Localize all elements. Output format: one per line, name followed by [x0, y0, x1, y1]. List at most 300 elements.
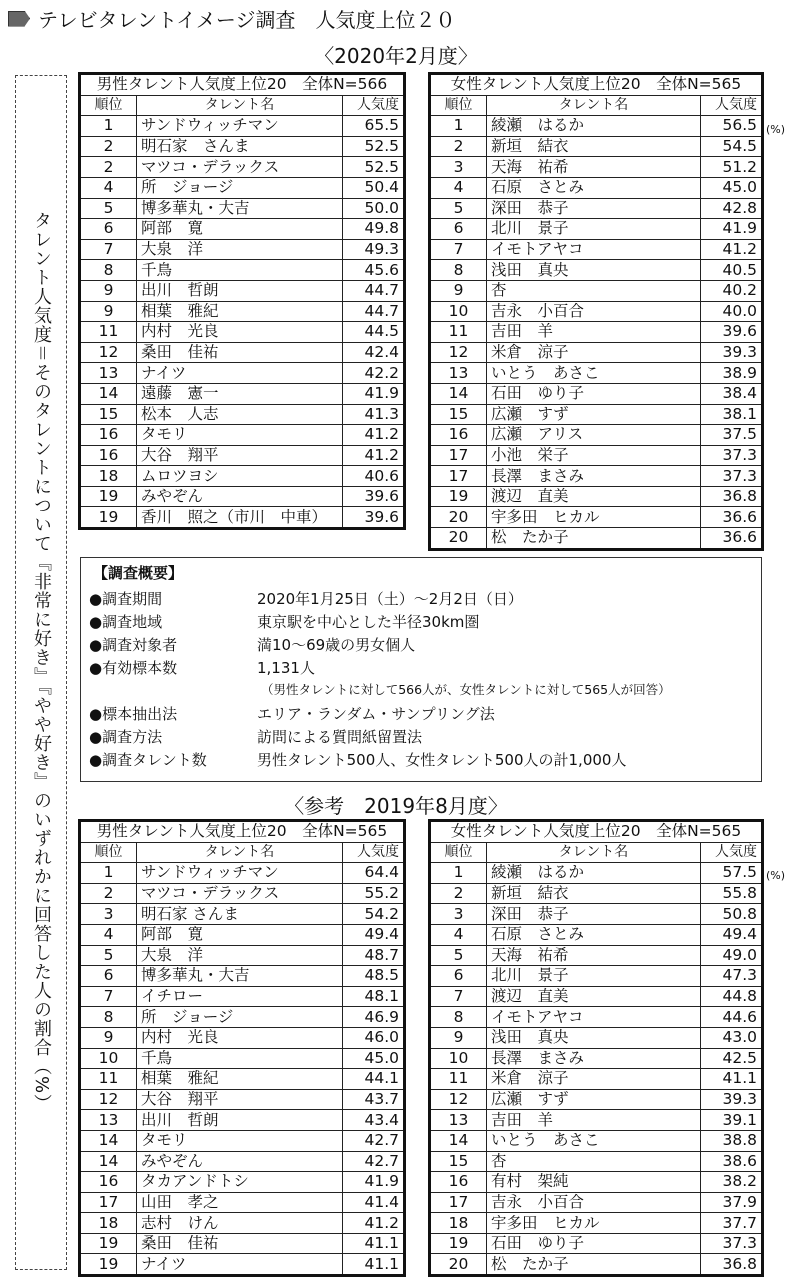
value-cell: 37.7 [700, 1213, 762, 1234]
name-cell: 石原 さとみ [487, 177, 701, 198]
rank-cell: 5 [80, 198, 137, 219]
name-cell: 米倉 涼子 [487, 1069, 701, 1090]
name-cell: 阿部 寛 [137, 924, 343, 945]
table-row [430, 322, 763, 343]
table-row [430, 445, 763, 466]
name-cell: 出川 哲朗 [137, 1110, 343, 1131]
summary-value: 1,131人 [257, 659, 315, 677]
value-cell: 37.3 [700, 466, 762, 487]
rank-cell: 2 [80, 157, 137, 178]
table-row [80, 1130, 405, 1151]
percent-unit-label: (%) [766, 869, 786, 882]
value-cell: 41.2 [342, 445, 404, 466]
table-row [80, 322, 405, 343]
table-row [430, 301, 763, 322]
rank-cell: 16 [430, 425, 487, 446]
table-row [80, 219, 405, 240]
summary-value: 東京駅を中心とした半径30km圏 [257, 613, 480, 631]
value-cell: 39.1 [700, 1110, 762, 1131]
summary-label: 【調査概要】 [93, 564, 184, 582]
name-cell: 長澤 まさみ [487, 1048, 701, 1069]
rank-cell: 9 [430, 280, 487, 301]
name-cell: 大泉 洋 [137, 945, 343, 966]
table-row [80, 280, 405, 301]
name-cell: 所 ジョージ [137, 177, 343, 198]
table-row [80, 260, 405, 281]
table-row [80, 198, 405, 219]
table-row [430, 1151, 763, 1172]
rank-cell: 20 [430, 507, 487, 528]
rank-cell: 5 [430, 945, 487, 966]
name-cell: 米倉 涼子 [487, 342, 701, 363]
value-cell: 41.9 [700, 219, 762, 240]
rank-cell: 14 [80, 1151, 137, 1172]
value-cell: 42.7 [342, 1130, 404, 1151]
name-cell: 長澤 まさみ [487, 466, 701, 487]
header-rank: 順位 [430, 842, 487, 863]
name-cell: タカアンドトシ [137, 1172, 343, 1193]
value-cell: 48.7 [342, 945, 404, 966]
summary-item [89, 634, 415, 655]
value-cell: 41.1 [342, 1254, 404, 1276]
name-cell: サンドウィッチマン [137, 863, 343, 884]
value-cell: 50.0 [342, 198, 404, 219]
survey-summary-box [80, 557, 762, 782]
value-cell: 40.0 [700, 301, 762, 322]
table-row [430, 383, 763, 404]
rank-cell: 10 [80, 1048, 137, 1069]
table-row [430, 1048, 763, 1069]
header-name: タレント名 [137, 95, 343, 116]
table-row [430, 986, 763, 1007]
rank-cell: 19 [80, 1233, 137, 1254]
rank-cell: 14 [80, 383, 137, 404]
rank-cell: 11 [80, 322, 137, 343]
name-cell: 広瀬 アリス [487, 425, 701, 446]
name-cell: 内村 光良 [137, 322, 343, 343]
value-cell: 37.9 [700, 1192, 762, 1213]
table-row [430, 1130, 763, 1151]
value-cell: 50.8 [700, 904, 762, 925]
table-row [80, 1110, 405, 1131]
value-cell: 41.2 [342, 1213, 404, 1234]
table-row [430, 219, 763, 240]
name-cell: イモトアヤコ [487, 1007, 701, 1028]
table-row [430, 342, 763, 363]
name-cell: 有村 架純 [487, 1172, 701, 1193]
table-row [80, 177, 405, 198]
table-row [430, 425, 763, 446]
name-cell: 綾瀬 はるか [487, 116, 701, 137]
rank-cell: 19 [430, 1233, 487, 1254]
rank-cell: 6 [430, 219, 487, 240]
rank-cell: 1 [80, 863, 137, 884]
rank-cell: 13 [80, 363, 137, 384]
name-cell: 天海 祐希 [487, 157, 701, 178]
name-cell: みやぞん [137, 486, 343, 507]
table-row [430, 1007, 763, 1028]
table-row [430, 1069, 763, 1090]
table-row [430, 116, 763, 137]
rank-cell: 12 [430, 342, 487, 363]
name-cell: 千鳥 [137, 260, 343, 281]
table-row [430, 904, 763, 925]
summary-value: 2020年1月25日（土）～2月2日（日） [257, 590, 523, 608]
name-cell: いとう あさこ [487, 363, 701, 384]
table-row [80, 1027, 405, 1048]
name-cell: ムロツヨシ [137, 466, 343, 487]
value-cell: 38.1 [700, 404, 762, 425]
name-cell: 浅田 真央 [487, 1027, 701, 1048]
rank-cell: 13 [430, 1110, 487, 1131]
value-cell: 43.4 [342, 1110, 404, 1131]
table-row [430, 1089, 763, 1110]
name-cell: 浅田 真央 [487, 260, 701, 281]
rank-cell: 15 [430, 404, 487, 425]
header-name: タレント名 [487, 95, 701, 116]
value-cell: 64.4 [342, 863, 404, 884]
value-cell: 36.6 [700, 507, 762, 528]
name-cell: 石田 ゆり子 [487, 383, 701, 404]
name-cell: 吉永 小百合 [487, 301, 701, 322]
value-cell: 37.3 [700, 1233, 762, 1254]
male-2020-table [78, 72, 406, 530]
table-row [80, 342, 405, 363]
value-cell: 37.5 [700, 425, 762, 446]
value-cell: 41.1 [342, 1233, 404, 1254]
value-cell: 50.4 [342, 177, 404, 198]
table-row [430, 1233, 763, 1254]
value-cell: 38.9 [700, 363, 762, 384]
header-rank: 順位 [80, 95, 137, 116]
rank-cell: 19 [80, 486, 137, 507]
value-cell: 40.6 [342, 466, 404, 487]
table-caption-row [80, 821, 405, 843]
table-caption-row [430, 821, 763, 843]
rank-cell: 10 [430, 301, 487, 322]
value-cell: 39.6 [700, 322, 762, 343]
name-cell: 吉永 小百合 [487, 1192, 701, 1213]
value-cell: 48.1 [342, 986, 404, 1007]
rank-cell: 20 [430, 1254, 487, 1276]
value-cell: 44.8 [700, 986, 762, 1007]
table-row [430, 239, 763, 260]
value-cell: 49.0 [700, 945, 762, 966]
rank-cell: 4 [80, 924, 137, 945]
table-row [80, 966, 405, 987]
summary-item [89, 657, 315, 678]
summary-value: 男性タレント500人、女性タレント500人の計1,000人 [257, 751, 627, 769]
name-cell: 桑田 佳祐 [137, 342, 343, 363]
table-row [430, 404, 763, 425]
rank-cell: 17 [80, 1192, 137, 1213]
name-cell: 松 たか子 [487, 1254, 701, 1276]
value-cell: 56.5 [700, 116, 762, 137]
rank-cell: 16 [80, 425, 137, 446]
rank-cell: 16 [80, 445, 137, 466]
value-cell: 37.3 [700, 445, 762, 466]
value-cell: 38.8 [700, 1130, 762, 1151]
table-row [430, 1172, 763, 1193]
value-cell: 52.5 [342, 157, 404, 178]
percent-unit-label: (%) [766, 123, 786, 136]
pentagon-marker-icon [8, 11, 30, 27]
period-2020-heading: 〈2020年2月度〉 [314, 44, 478, 68]
value-cell: 36.8 [700, 1254, 762, 1276]
value-cell: 49.4 [342, 924, 404, 945]
name-cell: イチロー [137, 986, 343, 1007]
name-cell: 博多華丸・大吉 [137, 966, 343, 987]
definition-text: タレント人気度＝そのタレントについて『非常に好き』『やや好き』のいずれかに回答した人の割合（%） [31, 211, 52, 1114]
table-row [80, 116, 405, 137]
table-row [80, 1254, 405, 1276]
value-cell: 46.0 [342, 1027, 404, 1048]
rank-cell: 17 [430, 1192, 487, 1213]
name-cell: 明石家 さんま [137, 904, 343, 925]
rank-cell: 12 [80, 342, 137, 363]
summary-key: ●有効標本数 [89, 659, 178, 677]
table-row [80, 883, 405, 904]
name-cell: 北川 景子 [487, 966, 701, 987]
name-cell: 新垣 結衣 [487, 883, 701, 904]
value-cell: 52.5 [342, 136, 404, 157]
name-cell: 松本 人志 [137, 404, 343, 425]
name-cell: 宇多田 ヒカル [487, 1213, 701, 1234]
header-rank: 順位 [430, 95, 487, 116]
name-cell: 天海 祐希 [487, 945, 701, 966]
table-row [430, 280, 763, 301]
summary-key: ●調査タレント数 [89, 751, 207, 769]
table-row [80, 1048, 405, 1069]
value-cell: 45.0 [342, 1048, 404, 1069]
name-cell: 阿部 寛 [137, 219, 343, 240]
value-cell: 41.1 [700, 1069, 762, 1090]
header-value: 人気度 [700, 95, 762, 116]
summary-key: ●調査方法 [89, 728, 163, 746]
name-cell: 出川 哲朗 [137, 280, 343, 301]
table-row [430, 924, 763, 945]
name-cell: 吉田 羊 [487, 1110, 701, 1131]
rank-cell: 20 [430, 528, 487, 550]
rank-cell: 5 [80, 945, 137, 966]
rank-cell: 7 [80, 239, 137, 260]
summary-key: ●調査地域 [89, 613, 163, 631]
header-name: タレント名 [487, 842, 701, 863]
summary-item [89, 611, 479, 632]
rank-cell: 9 [80, 1027, 137, 1048]
header-value: 人気度 [700, 842, 762, 863]
name-cell: 香川 照之（市川 中車） [137, 507, 343, 529]
name-cell: 渡辺 直美 [487, 486, 701, 507]
table-caption: 女性タレント人気度上位20 全体N=565 [430, 821, 763, 843]
value-cell: 39.6 [342, 507, 404, 529]
value-cell: 51.2 [700, 157, 762, 178]
name-cell: 綾瀬 はるか [487, 863, 701, 884]
rank-cell: 2 [430, 883, 487, 904]
name-cell: 内村 光良 [137, 1027, 343, 1048]
table-row [80, 1089, 405, 1110]
value-cell: 49.4 [700, 924, 762, 945]
value-cell: 54.5 [700, 136, 762, 157]
value-cell: 65.5 [342, 116, 404, 137]
header-value: 人気度 [342, 842, 404, 863]
name-cell: 大谷 翔平 [137, 1089, 343, 1110]
name-cell: 大谷 翔平 [137, 445, 343, 466]
rank-cell: 19 [80, 507, 137, 529]
rank-cell: 19 [80, 1254, 137, 1276]
rank-cell: 18 [80, 466, 137, 487]
table-row [430, 177, 763, 198]
table-row [80, 924, 405, 945]
table-row [80, 363, 405, 384]
table-row [430, 466, 763, 487]
value-cell: 39.6 [342, 486, 404, 507]
value-cell: 47.3 [700, 966, 762, 987]
female-2019-table [428, 819, 764, 1277]
name-cell: 石原 さとみ [487, 924, 701, 945]
table-row [430, 260, 763, 281]
value-cell: 41.2 [700, 239, 762, 260]
table-row [430, 363, 763, 384]
value-cell: 46.9 [342, 1007, 404, 1028]
rank-cell: 4 [80, 177, 137, 198]
rank-cell: 12 [430, 1089, 487, 1110]
table-row [80, 425, 405, 446]
value-cell: 49.3 [342, 239, 404, 260]
rank-cell: 9 [80, 301, 137, 322]
table-row [80, 404, 405, 425]
table-row [80, 945, 405, 966]
rank-cell: 8 [430, 260, 487, 281]
value-cell: 49.8 [342, 219, 404, 240]
name-cell: 大泉 洋 [137, 239, 343, 260]
table-row [80, 383, 405, 404]
rank-cell: 4 [430, 924, 487, 945]
table-row [430, 863, 763, 884]
rank-cell: 1 [430, 116, 487, 137]
name-cell: 深田 恭子 [487, 198, 701, 219]
table-row [430, 157, 763, 178]
value-cell: 43.0 [700, 1027, 762, 1048]
value-cell: 41.2 [342, 425, 404, 446]
rank-cell: 4 [430, 177, 487, 198]
male-2019-table [78, 819, 406, 1277]
rank-cell: 12 [80, 1089, 137, 1110]
table-row [80, 1213, 405, 1234]
name-cell: みやぞん [137, 1151, 343, 1172]
period-2019-heading: 〈参考 2019年8月度〉 [284, 794, 508, 818]
name-cell: 山田 孝之 [137, 1192, 343, 1213]
rank-cell: 3 [430, 904, 487, 925]
value-cell: 43.7 [342, 1089, 404, 1110]
name-cell: 所 ジョージ [137, 1007, 343, 1028]
table-row [430, 528, 763, 550]
name-cell: 相葉 雅紀 [137, 301, 343, 322]
title-text: テレビタレントイメージ調査 人気度上位２０ [38, 8, 456, 32]
summary-item [89, 588, 523, 609]
table-caption-row [430, 74, 763, 96]
table-row [80, 1233, 405, 1254]
name-cell: 深田 恭子 [487, 904, 701, 925]
female-2020-table [428, 72, 764, 551]
rank-cell: 8 [80, 260, 137, 281]
rank-cell: 15 [430, 1151, 487, 1172]
rank-cell: 14 [80, 1130, 137, 1151]
rank-cell: 13 [430, 363, 487, 384]
name-cell: 博多華丸・大吉 [137, 198, 343, 219]
name-cell: イモトアヤコ [487, 239, 701, 260]
name-cell: 相葉 雅紀 [137, 1069, 343, 1090]
rank-cell: 13 [80, 1110, 137, 1131]
table-row [430, 507, 763, 528]
rank-cell: 10 [430, 1048, 487, 1069]
rank-cell: 3 [430, 157, 487, 178]
value-cell: 42.2 [342, 363, 404, 384]
value-cell: 41.9 [342, 1172, 404, 1193]
name-cell: 北川 景子 [487, 219, 701, 240]
value-cell: 41.3 [342, 404, 404, 425]
table-row [430, 883, 763, 904]
name-cell: 宇多田 ヒカル [487, 507, 701, 528]
rank-cell: 15 [80, 404, 137, 425]
rank-cell: 2 [80, 136, 137, 157]
table-row [80, 466, 405, 487]
name-cell: マツコ・デラックス [137, 883, 343, 904]
name-cell: マツコ・デラックス [137, 157, 343, 178]
table-row [430, 1213, 763, 1234]
table-row [430, 198, 763, 219]
value-cell: 41.4 [342, 1192, 404, 1213]
table-row [430, 1254, 763, 1276]
rank-cell: 9 [80, 280, 137, 301]
rank-cell: 6 [80, 966, 137, 987]
table-row [80, 986, 405, 1007]
table-row [80, 239, 405, 260]
name-cell: 千鳥 [137, 1048, 343, 1069]
rank-cell: 18 [80, 1213, 137, 1234]
definition-box [15, 75, 67, 1270]
name-cell: ナイツ [137, 1254, 343, 1276]
table-row [80, 1172, 405, 1193]
table-caption: 男性タレント人気度上位20 全体N=566 [80, 74, 405, 96]
rank-cell: 14 [430, 383, 487, 404]
rank-cell: 11 [430, 322, 487, 343]
name-cell: いとう あさこ [487, 1130, 701, 1151]
name-cell: 広瀬 すず [487, 404, 701, 425]
value-cell: 44.5 [342, 322, 404, 343]
table-row [430, 1110, 763, 1131]
rank-cell: 6 [430, 966, 487, 987]
value-cell: 40.2 [700, 280, 762, 301]
table-caption: 男性タレント人気度上位20 全体N=565 [80, 821, 405, 843]
value-cell: 40.5 [700, 260, 762, 281]
value-cell: 41.9 [342, 383, 404, 404]
value-cell: 55.2 [342, 883, 404, 904]
rank-cell: 14 [430, 1130, 487, 1151]
value-cell: 42.4 [342, 342, 404, 363]
table-row [80, 136, 405, 157]
value-cell: 44.7 [342, 301, 404, 322]
rank-cell: 11 [430, 1069, 487, 1090]
value-cell: 45.6 [342, 260, 404, 281]
rank-cell: 17 [430, 466, 487, 487]
value-cell: 44.1 [342, 1069, 404, 1090]
table-row [430, 966, 763, 987]
name-cell: 新垣 結衣 [487, 136, 701, 157]
name-cell: ナイツ [137, 363, 343, 384]
rank-cell: 2 [430, 136, 487, 157]
rank-cell: 5 [430, 198, 487, 219]
